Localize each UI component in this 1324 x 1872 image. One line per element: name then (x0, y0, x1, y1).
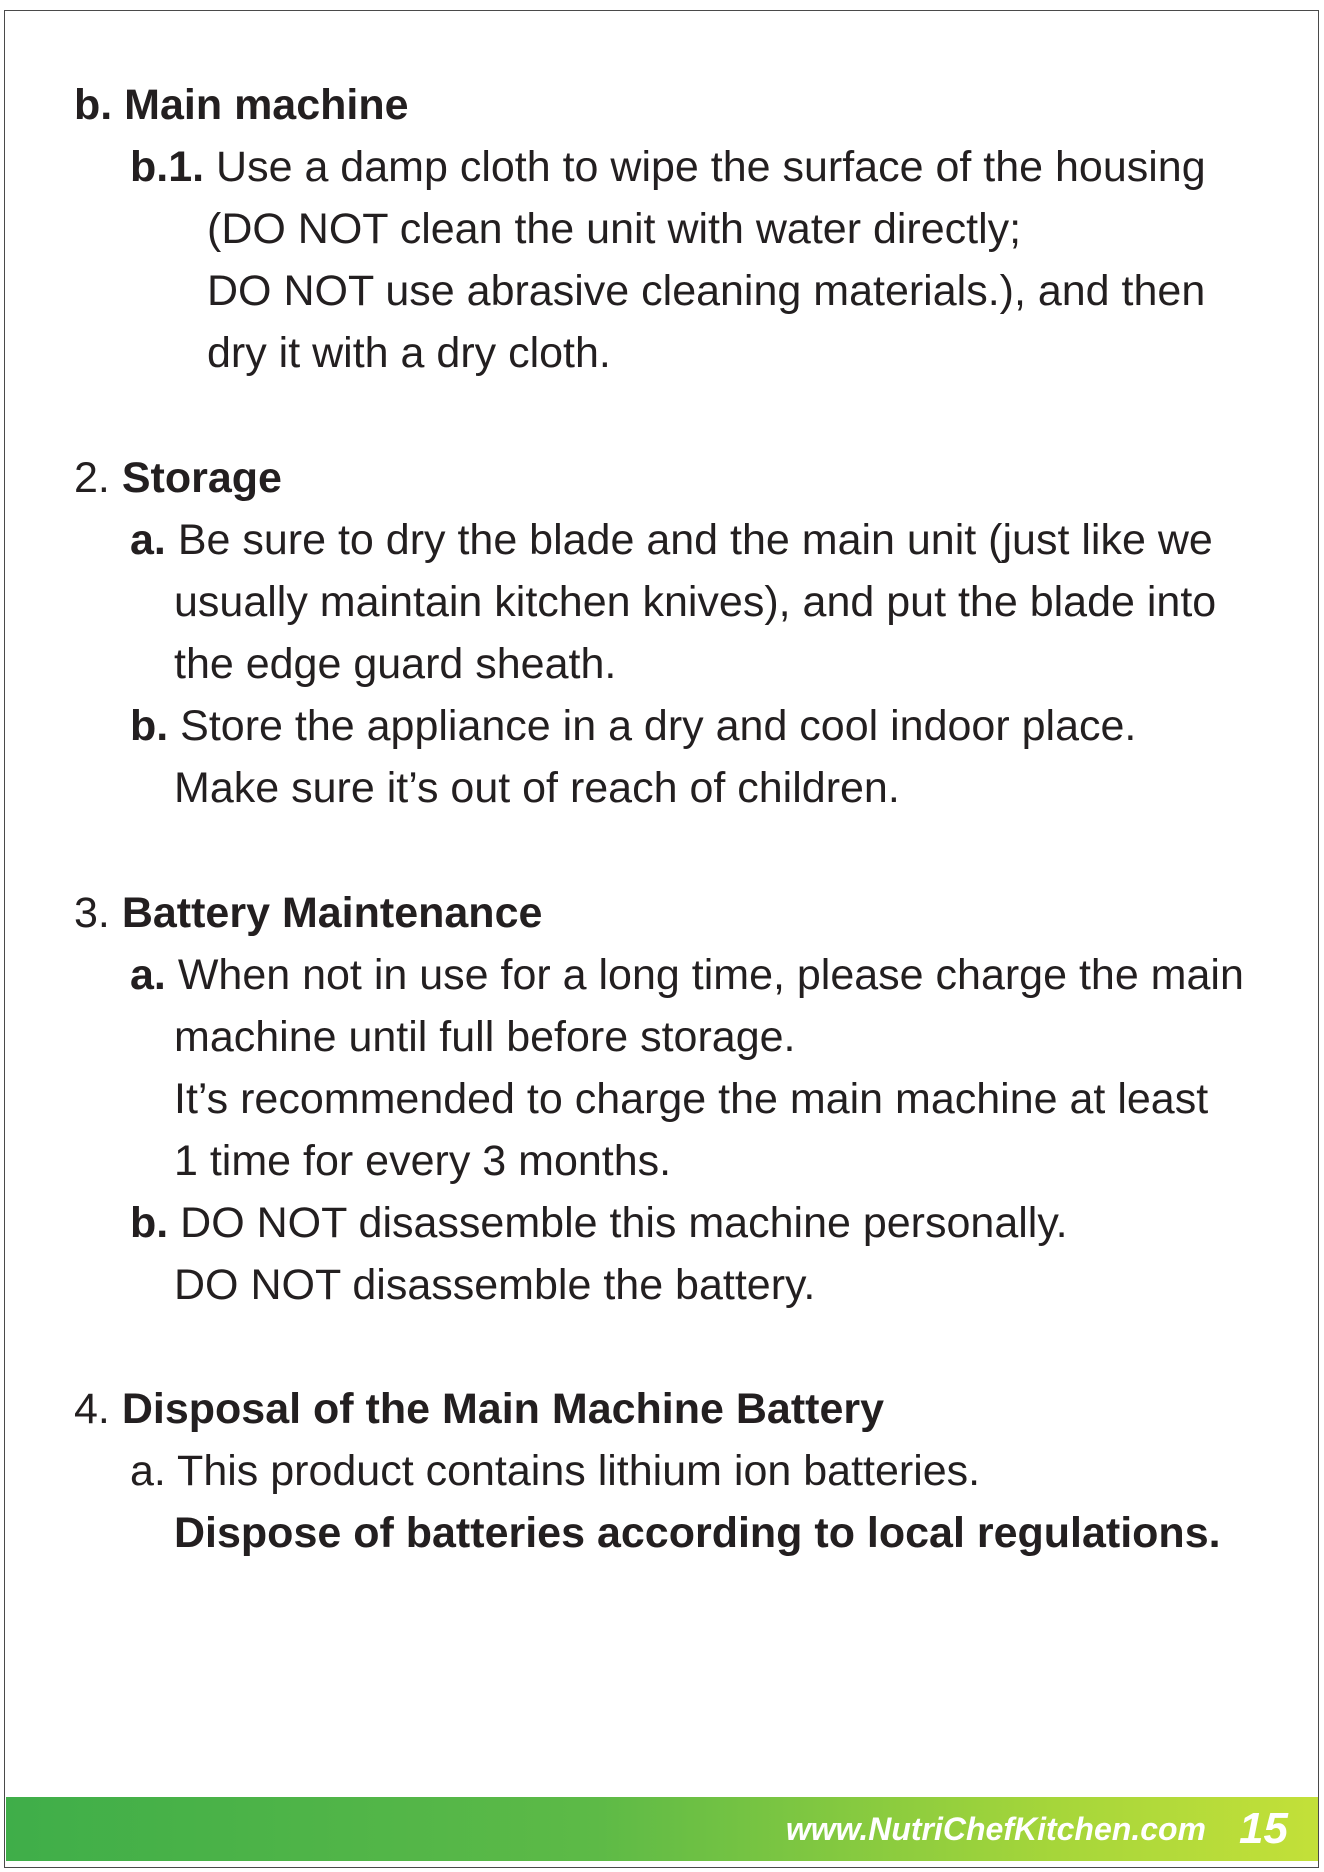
b1-line-2: (DO NOT clean the unit with water directly; (207, 205, 1022, 253)
disposal-a-line-2: Dispose of batteries according to local regulations. (174, 1509, 1221, 1557)
b1-line-1 (130, 136, 1206, 198)
section-b-label: b. (74, 81, 113, 129)
disposal-title: Disposal of the Main Machine Battery (121, 1385, 885, 1433)
battery-b-label: b. (130, 1199, 169, 1247)
battery-b-line-1 (130, 1192, 1068, 1254)
disposal-a-line-1 (130, 1440, 980, 1502)
page-number: 15 (1239, 1804, 1288, 1853)
storage-b-line-2: Make sure it’s out of reach of children. (174, 764, 900, 812)
battery-title: Battery Maintenance (121, 889, 543, 937)
battery-b-text-1: DO NOT disassemble this machine personally. (180, 1199, 1068, 1247)
battery-a-line-1 (130, 944, 1244, 1006)
battery-a-text-1: When not in use for a long time, please charge the main (177, 951, 1244, 999)
disposal-number: 4. (74, 1385, 110, 1433)
b1-line-3: DO NOT use abrasive cleaning materials.), and then (207, 267, 1206, 315)
storage-a-line-1 (130, 509, 1213, 571)
storage-a-label: a. (130, 516, 166, 564)
battery-a-line-4: 1 time for every 3 months. (174, 1137, 672, 1185)
storage-b-line-1 (130, 695, 1136, 757)
storage-title: Storage (121, 454, 282, 502)
storage-b-text-1: Store the appliance in a dry and cool indoor place. (180, 702, 1137, 750)
section-b-heading (74, 74, 409, 136)
battery-a-line-3: It’s recommended to charge the main machine at least (174, 1075, 1209, 1123)
b1-label: b.1. (130, 143, 205, 191)
b1-line-4: dry it with a dry cloth. (207, 329, 611, 377)
battery-b-line-2: DO NOT disassemble the battery. (174, 1261, 816, 1309)
section-b-title: Main machine (124, 81, 409, 129)
storage-a-line-3: the edge guard sheath. (174, 640, 617, 688)
disposal-heading (74, 1378, 884, 1440)
battery-number: 3. (74, 889, 110, 937)
storage-a-text-1: Be sure to dry the blade and the main unit (just like we (177, 516, 1213, 564)
storage-b-label: b. (130, 702, 169, 750)
storage-a-line-2: usually maintain kitchen knives), and put the blade into (174, 578, 1217, 626)
battery-a-label: a. (130, 951, 166, 999)
battery-heading (74, 882, 542, 944)
footer-url: www.NutriChefKitchen.com (785, 1811, 1206, 1847)
storage-number: 2. (74, 454, 110, 502)
disposal-a-text-1: This product contains lithium ion batteries. (177, 1447, 981, 1495)
disposal-a-label: a. (130, 1447, 166, 1495)
b1-text-1: Use a damp cloth to wipe the surface of the housing (216, 143, 1206, 191)
storage-heading (74, 447, 282, 509)
battery-a-line-2: machine until full before storage. (174, 1013, 796, 1061)
footer-bar (6, 1797, 1318, 1861)
